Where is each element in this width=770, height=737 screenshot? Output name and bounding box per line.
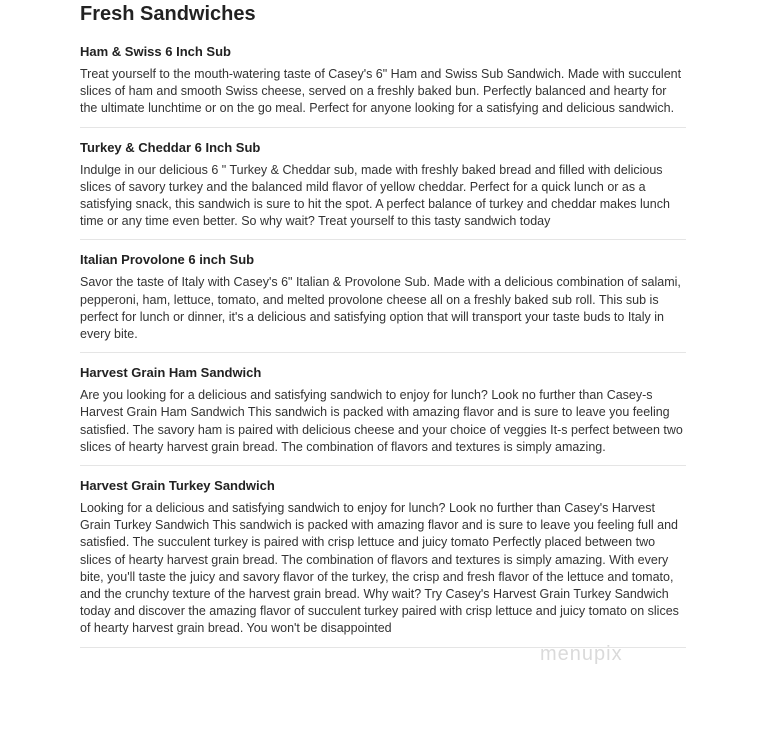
section-title: Fresh Sandwiches bbox=[80, 3, 256, 25]
menu-item-name: Ham & Swiss 6 Inch Sub bbox=[80, 44, 231, 59]
menu-item-description: Are you looking for a delicious and satisfying sandwich to enjoy for lunch? Look no further than Casey-s Harvest Grain Ham Sandwich This sandwich is packed with amazing flavor and is sure to leave you feeling satisfied. The savory ham is paired with delicious cheese and your choice of veggies It-s perfect between two slices of hearty harvest grain bread. The combination of flavors and textures is simply amazing. bbox=[80, 388, 683, 454]
menu-page bbox=[80, 0, 686, 648]
menu-item-description: Treat yourself to the mouth-watering taste of Casey's 6" Ham and Swiss Sub Sandwich. Made with succulent slices of ham and smooth Swiss cheese, served on a freshly baked bun. Perfectly balanced and hearty for the ultimate lunchtime or on the go meal. Perfect for anyone looking for a satisfying and delicious sandwich. bbox=[80, 67, 682, 116]
menu-item bbox=[80, 32, 686, 128]
menu-item bbox=[80, 466, 686, 648]
menu-item-description: Indulge in our delicious 6 " Turkey & Cheddar sub, made with freshly baked bread and filled with delicious slices of savory turkey and the balanced mild flavor of yellow cheddar. Perfect for a quick lunch or as a satisfying snack, this sandwich is sure to hit the spot. A perfect balance of turkey and cheddar makes lunch time or any time even better. So why wait? Treat yourself to this tasty sandwich today bbox=[80, 162, 670, 229]
menu-item-description: Savor the taste of Italy with Casey's 6" Italian & Provolone Sub. Made with a delicious combination of salami, pepperoni, ham, lettuce, tomato, and melted provolone cheese all on a freshly baked sub roll. This sub is perfect for lunch or dinner, it's a delicious and satisfying option that will transport your taste buds to Italy in every bite. bbox=[80, 275, 681, 342]
menu-item-name: Turkey & Cheddar 6 Inch Sub bbox=[80, 139, 261, 155]
menu-item-name: Italian Provolone 6 inch Sub bbox=[80, 252, 255, 268]
menu-item-name: Harvest Grain Ham Sandwich bbox=[80, 365, 262, 381]
menu-item-name: Harvest Grain Turkey Sandwich bbox=[80, 478, 275, 494]
menu-item bbox=[80, 240, 686, 353]
menu-item-description: Looking for a delicious and satisfying sandwich to enjoy for lunch? Look no further than Casey's Harvest Grain Turkey Sandwich This sandwich is packed with amazing flavor and is sure to leave you feeling full and satisfied. The succulent turkey is paired with crisp lettuce and juicy tomato Perfectly placed between two slices of hearty harvest grain bread. The combination of flavors and textures is simply amazing. With every bite, you'll taste the juicy and savory flavor of the turkey, the crisp and fresh flavor of the lettuce and tomato, and the crunchy texture of the harvest grain bread. Why wait? Try Casey's Harvest Grain Turkey Sandwich today and discover the amazing flavor of succulent turkey paired with crisp lettuce and juicy tomato on slices of hearty harvest grain bread. You won't be disappointed bbox=[80, 501, 679, 636]
watermark: menupix bbox=[540, 643, 623, 665]
menu-item bbox=[80, 128, 686, 241]
menu-item bbox=[80, 353, 686, 466]
